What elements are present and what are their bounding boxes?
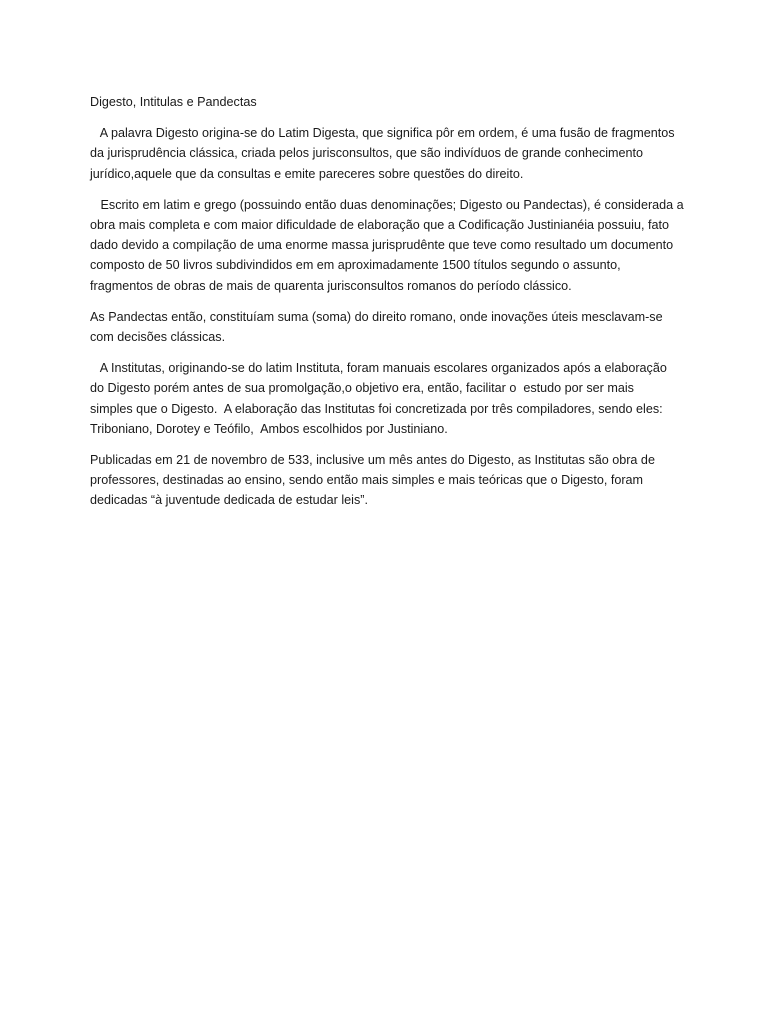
paragraph — [90, 450, 685, 511]
text-line: Publicadas em 21 de novembro de 533, inclusive um mês antes do Digesto, as Institutas são obra de — [90, 453, 655, 468]
text-line: composto de 50 livros subdivindidos em em aproximadamente 1500 títulos segundo o assunto, — [90, 258, 621, 273]
text-line: Triboniano, Dorotey e Teófilo, Ambos escolhidos por Justiniano. — [90, 421, 448, 436]
paragraph — [90, 123, 685, 184]
paragraph — [90, 307, 685, 347]
text-line: simples que o Digesto. A elaboração das Institutas foi concretizada por três compiladores, sendo eles: — [90, 401, 663, 416]
text-line: dedicadas “à juventude dedicada de estudar leis”. — [90, 493, 368, 508]
text-line: A palavra Digesto origina-se do Latim Digesta, que significa pôr em ordem, é uma fusão de fragmentos — [90, 126, 675, 141]
text-line: dado devido a compilação de uma enorme massa jurisprudênte que teve como resultado um documento — [90, 238, 674, 253]
text-line: com decisões clássicas. — [90, 330, 226, 345]
text-line: Escrito em latim e grego (possuindo então duas denominações; Digesto ou Pandectas), é considerada a — [90, 197, 684, 212]
paragraph — [90, 358, 685, 439]
text-line: A Institutas, originando-se do latim Instituta, foram manuais escolares organizados após a elaboração — [90, 361, 667, 376]
text-line: da jurisprudência clássica, criada pelos jurisconsultos, que são indivíduos de grande conhecimento — [90, 146, 644, 161]
document-body — [90, 123, 685, 510]
text-line: jurídico,aquele que da consultas e emite pareceres sobre questões do direito. — [90, 166, 524, 181]
text-line: obra mais completa e com maior dificuldade de elaboração que a Codificação Justinianéia possuiu, fato — [90, 218, 669, 233]
text-line: professores, destinadas ao ensino, sendo então mais simples e mais teóricas que o Digesto, foram — [90, 473, 644, 488]
text-line: do Digesto porém antes de sua promolgação,o objetivo era, então, facilitar o estudo por ser mais — [90, 381, 634, 396]
document-title: Digesto, Intitulas e Pandectas — [90, 95, 257, 109]
document-page — [90, 92, 685, 522]
text-line: fragmentos de obras de mais de quarenta jurisconsultos romanos do período clássico. — [90, 278, 572, 293]
text-line: As Pandectas então, constituíam suma (soma) do direito romano, onde inovações úteis mesclavam-se — [90, 309, 663, 324]
paragraph — [90, 195, 685, 296]
